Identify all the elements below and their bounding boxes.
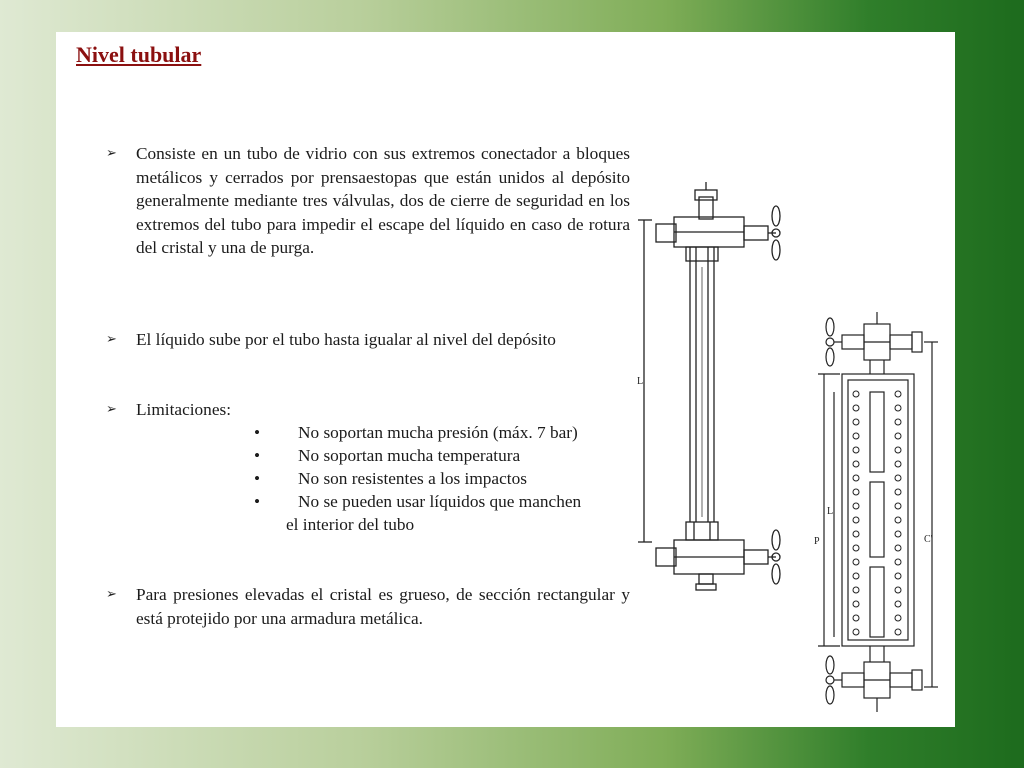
limitacion-item [254,467,634,490]
dimension-label-C: C' [924,534,933,545]
bullet-arrow-icon: ➢ [106,331,117,346]
bullet-dot-icon: • [254,492,261,511]
bullet-presiones-elevadas: Para presiones elevadas el cristal es grueso, de sección rectangular y está protejido por una armadura metálica. [136,585,630,628]
limitacion-item [254,444,634,467]
bullet-dot-icon: • [254,423,261,442]
bullet-descripcion: Consiste en un tubo de vidrio con sus extremos conectador a bloques metálicos y cerrados por prensaestopas que están unidos al depósito generalmente mediante tres válvulas, dos de cierre de seguridad en los extremos del tubo para impedir el escape del líquido en caso de rotura del cristal y una de purga. [136,144,630,257]
limitacion-text: No se pueden usar líquidos que manchen [298,492,582,511]
limitaciones-list [254,421,634,536]
bullet-arrow-icon: ➢ [106,401,117,416]
limitacion-text: No soportan mucha presión (máx. 7 bar) [298,423,578,442]
dimension-label-L: L [827,506,834,517]
bullet-dot-icon: • [254,446,261,465]
slide [56,32,955,727]
limitacion-continuation: el interior del tubo [286,515,415,534]
dimension-label-P: P [814,536,820,547]
bullet-arrow-icon: ➢ [106,586,117,601]
bullet-arrow-icon: ➢ [106,145,117,160]
slide-title: Nivel tubular [76,42,202,67]
limitacion-text: No soportan mucha temperatura [298,446,521,465]
armored-gauge-drawing [812,302,942,717]
bullet-dot-icon: • [254,469,261,488]
limitacion-item [254,490,634,513]
limitacion-item [254,421,634,444]
limitacion-text: No son resistentes a los impactos [298,469,527,488]
dimension-label-L: L [637,376,644,387]
bullet-limitaciones: Limitaciones: [136,400,232,419]
tubular-gauge-drawing [634,152,784,592]
bullet-funcionamiento: El líquido sube por el tubo hasta igualar al nivel del depósito [136,330,556,349]
